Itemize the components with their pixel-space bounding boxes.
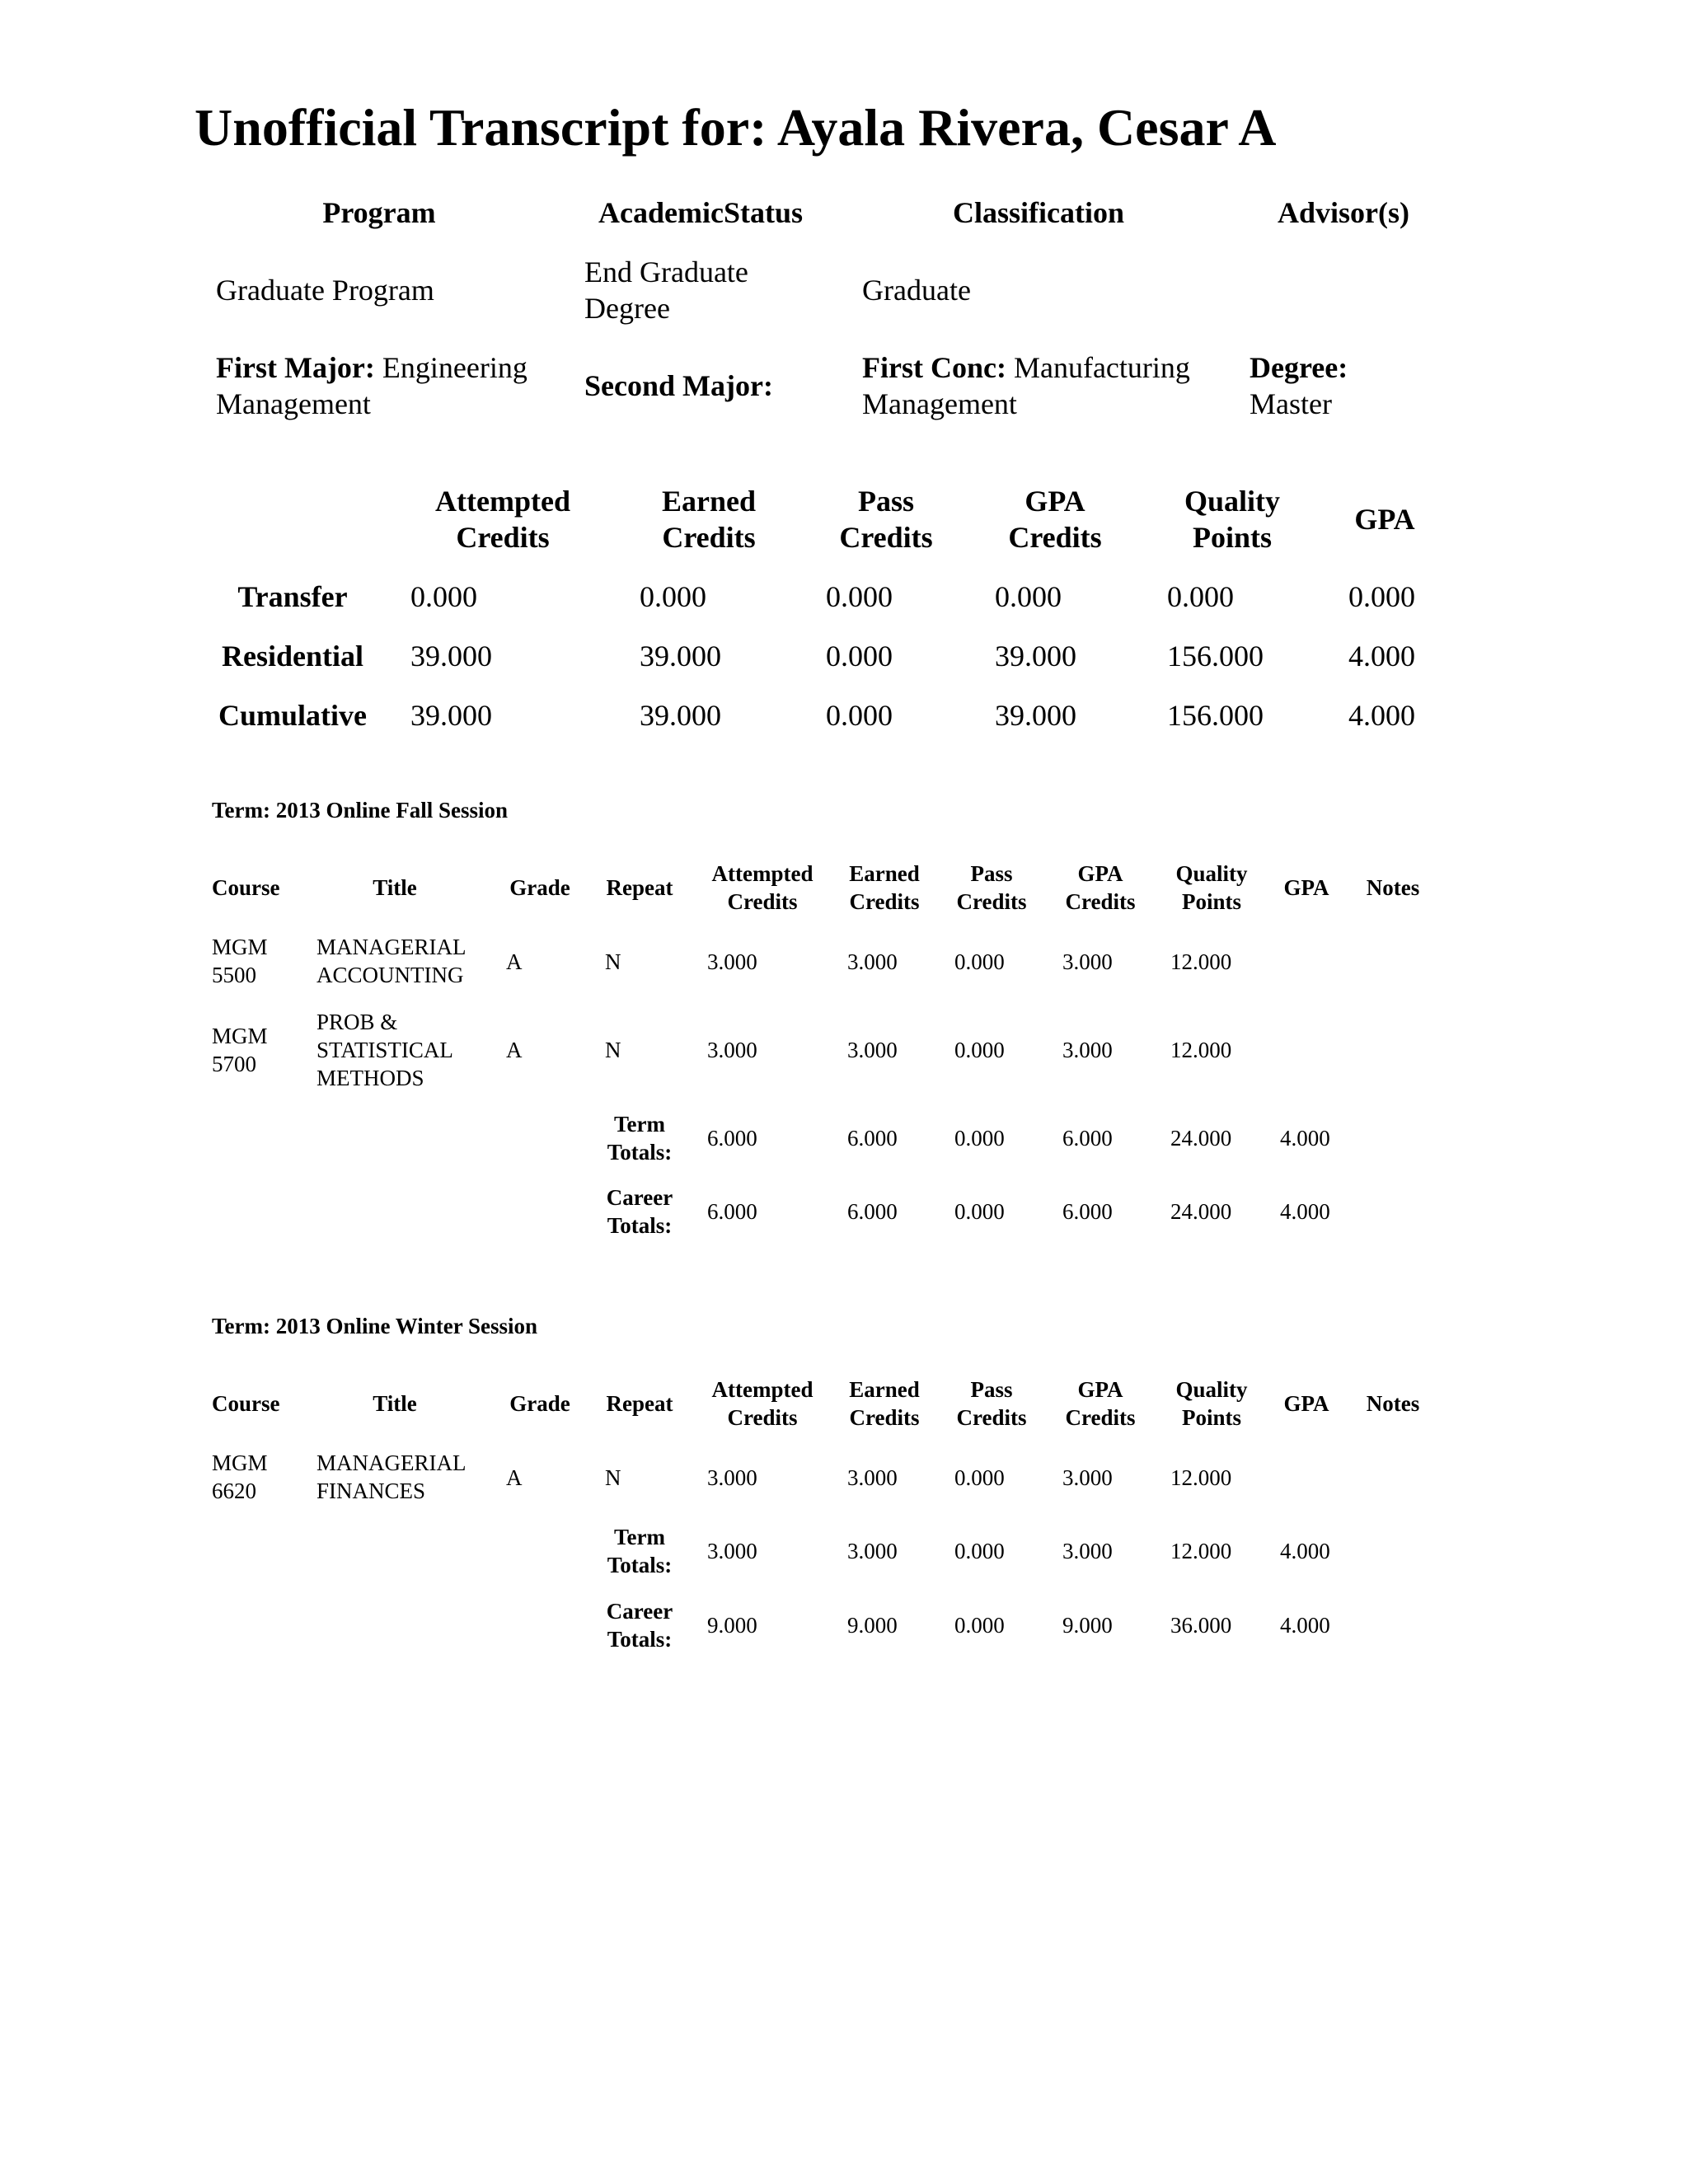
term-title: Term: 2013 Online Fall Session: [212, 798, 509, 823]
course-earned: 3.000: [847, 1465, 898, 1490]
term-totals-attempted: 3.000: [707, 1539, 757, 1563]
career-totals-earned: 9.000: [847, 1613, 898, 1638]
course-title: MANAGERIAL ACCOUNTING: [316, 935, 466, 987]
degree-label: Degree:: [1250, 351, 1348, 384]
course-attempted: 3.000: [707, 949, 757, 974]
course-quality: 12.000: [1170, 1038, 1232, 1062]
course-repeat: N: [605, 1038, 621, 1062]
course-code: MGM 6620: [212, 1451, 268, 1503]
course-pass: 0.000: [954, 1465, 1005, 1490]
career-totals-attempted: 6.000: [707, 1199, 757, 1224]
summary-cell: 0.000: [1348, 580, 1415, 613]
col-header-quality: Quality Points: [1175, 1377, 1248, 1430]
col-header-gpa: GPA: [1283, 875, 1329, 900]
career-totals-gpa: 4.000: [1280, 1199, 1330, 1224]
career-totals-quality: 36.000: [1170, 1613, 1232, 1638]
term-totals-label: Term Totals:: [607, 1112, 673, 1165]
summary-cell: 39.000: [995, 699, 1076, 732]
col-header-grade: Grade: [509, 1391, 570, 1416]
col-header-attempted: Attempted Credits: [711, 861, 814, 914]
summary-cell: 0.000: [995, 580, 1062, 613]
summary-cell: 156.000: [1167, 699, 1264, 732]
col-header-course: Course: [212, 1391, 280, 1416]
second-major-label: Second Major:: [584, 369, 773, 402]
course-grade: A: [506, 1038, 523, 1062]
col-header-gpa-credits: GPA Credits: [1065, 1377, 1136, 1430]
col-header-quality: Quality Points: [1175, 861, 1248, 914]
career-totals-gpa-credits: 9.000: [1062, 1613, 1113, 1638]
col-header-attempted: Attempted Credits: [711, 1377, 814, 1430]
term-totals-quality: 24.000: [1170, 1126, 1232, 1151]
term-totals-earned: 3.000: [847, 1539, 898, 1563]
summary-cell: 4.000: [1348, 699, 1415, 732]
course-title: PROB & STATISTICAL METHODS: [316, 1010, 452, 1090]
col-header-gpa: GPA: [1283, 1391, 1329, 1416]
col-header-grade: Grade: [509, 875, 570, 900]
first-conc: [862, 349, 1217, 422]
classification-value: Graduate: [862, 274, 971, 307]
career-totals-gpa: 4.000: [1280, 1613, 1330, 1638]
term-title: Term: 2013 Online Winter Session: [212, 1314, 538, 1338]
term-totals-pass: 0.000: [954, 1126, 1005, 1151]
first-conc-value: Manufacturing Management: [862, 351, 1190, 420]
col-header-title: Title: [373, 1391, 417, 1416]
term-totals-pass: 0.000: [954, 1539, 1005, 1563]
second-major: [584, 368, 848, 404]
first-major-label: First Major:: [216, 351, 375, 384]
program-value: Graduate Program: [216, 274, 434, 307]
course-grade: A: [506, 949, 523, 974]
col-header-gpa-credits: GPA Credits: [1065, 861, 1136, 914]
term-totals-gpa: 4.000: [1280, 1539, 1330, 1563]
term-totals-quality: 12.000: [1170, 1539, 1232, 1563]
advisors-header: Advisor(s): [1278, 196, 1409, 229]
first-major-value: Engineering Management: [216, 351, 528, 420]
summary-cell: 0.000: [826, 640, 893, 673]
career-totals-label: Career Totals:: [606, 1185, 673, 1238]
col-header-course: Course: [212, 875, 280, 900]
career-totals-earned: 6.000: [847, 1199, 898, 1224]
degree: [1250, 349, 1464, 422]
term-totals-earned: 6.000: [847, 1126, 898, 1151]
course-code: MGM 5500: [212, 935, 268, 987]
summary-row-label: Transfer: [237, 580, 348, 613]
first-conc-label: First Conc:: [862, 351, 1006, 384]
summary-header-quality: Quality Points: [1184, 485, 1280, 554]
summary-cell: 0.000: [1167, 580, 1234, 613]
summary-cell: 39.000: [410, 699, 492, 732]
page-title: Unofficial Transcript for: Ayala Rivera, Cesar A: [195, 98, 1277, 157]
course-code: MGM 5700: [212, 1024, 268, 1076]
course-quality: 12.000: [1170, 1465, 1232, 1490]
course-attempted: 3.000: [707, 1465, 757, 1490]
summary-row-label: Cumulative: [218, 699, 367, 732]
course-attempted: 3.000: [707, 1038, 757, 1062]
summary-cell: 39.000: [410, 640, 492, 673]
academic-status-value: End Graduate Degree: [584, 255, 748, 325]
academic-status-header: AcademicStatus: [598, 196, 803, 229]
course-gpa-credits: 3.000: [1062, 949, 1113, 974]
course-pass: 0.000: [954, 949, 1005, 974]
summary-cell: 0.000: [640, 580, 706, 613]
summary-cell: 156.000: [1167, 640, 1264, 673]
career-totals-label: Career Totals:: [606, 1599, 673, 1652]
summary-cell: 0.000: [826, 580, 893, 613]
term-totals-gpa: 4.000: [1280, 1126, 1330, 1151]
summary-row-label: Residential: [221, 640, 363, 673]
term-totals-attempted: 6.000: [707, 1126, 757, 1151]
first-major: [216, 349, 562, 422]
term-totals-gpa-credits: 6.000: [1062, 1126, 1113, 1151]
summary-cell: 0.000: [826, 699, 893, 732]
col-header-repeat: Repeat: [606, 875, 673, 900]
col-header-earned: Earned Credits: [849, 861, 920, 914]
summary-header-gpa-credits: GPA Credits: [1008, 485, 1102, 554]
col-header-earned: Earned Credits: [849, 1377, 920, 1430]
term-totals-gpa-credits: 3.000: [1062, 1539, 1113, 1563]
career-totals-pass: 0.000: [954, 1613, 1005, 1638]
summary-header-pass: Pass Credits: [839, 485, 933, 554]
term-totals-label: Term Totals:: [607, 1525, 673, 1577]
col-header-notes: Notes: [1366, 875, 1420, 900]
course-repeat: N: [605, 949, 621, 974]
summary-cell: 39.000: [640, 640, 721, 673]
col-header-notes: Notes: [1366, 1391, 1420, 1416]
summary-cell: 4.000: [1348, 640, 1415, 673]
course-title: MANAGERIAL FINANCES: [316, 1451, 466, 1503]
course-earned: 3.000: [847, 1038, 898, 1062]
col-header-title: Title: [373, 875, 417, 900]
career-totals-quality: 24.000: [1170, 1199, 1232, 1224]
summary-header-gpa: GPA: [1354, 503, 1415, 536]
summary-cell: 39.000: [995, 640, 1076, 673]
career-totals-gpa-credits: 6.000: [1062, 1199, 1113, 1224]
course-gpa-credits: 3.000: [1062, 1038, 1113, 1062]
course-pass: 0.000: [954, 1038, 1005, 1062]
col-header-pass: Pass Credits: [956, 861, 1027, 914]
career-totals-attempted: 9.000: [707, 1613, 757, 1638]
col-header-pass: Pass Credits: [956, 1377, 1027, 1430]
course-repeat: N: [605, 1465, 621, 1490]
program-header: Program: [322, 196, 436, 229]
summary-header-attempted: Attempted Credits: [435, 485, 570, 554]
degree-value: Master: [1250, 387, 1332, 420]
course-gpa-credits: 3.000: [1062, 1465, 1113, 1490]
summary-header-earned: Earned Credits: [661, 485, 756, 554]
col-header-repeat: Repeat: [606, 1391, 673, 1416]
summary-cell: 0.000: [410, 580, 477, 613]
course-grade: A: [506, 1465, 523, 1490]
classification-header: Classification: [952, 196, 1124, 229]
career-totals-pass: 0.000: [954, 1199, 1005, 1224]
course-earned: 3.000: [847, 949, 898, 974]
course-quality: 12.000: [1170, 949, 1232, 974]
summary-cell: 39.000: [640, 699, 721, 732]
